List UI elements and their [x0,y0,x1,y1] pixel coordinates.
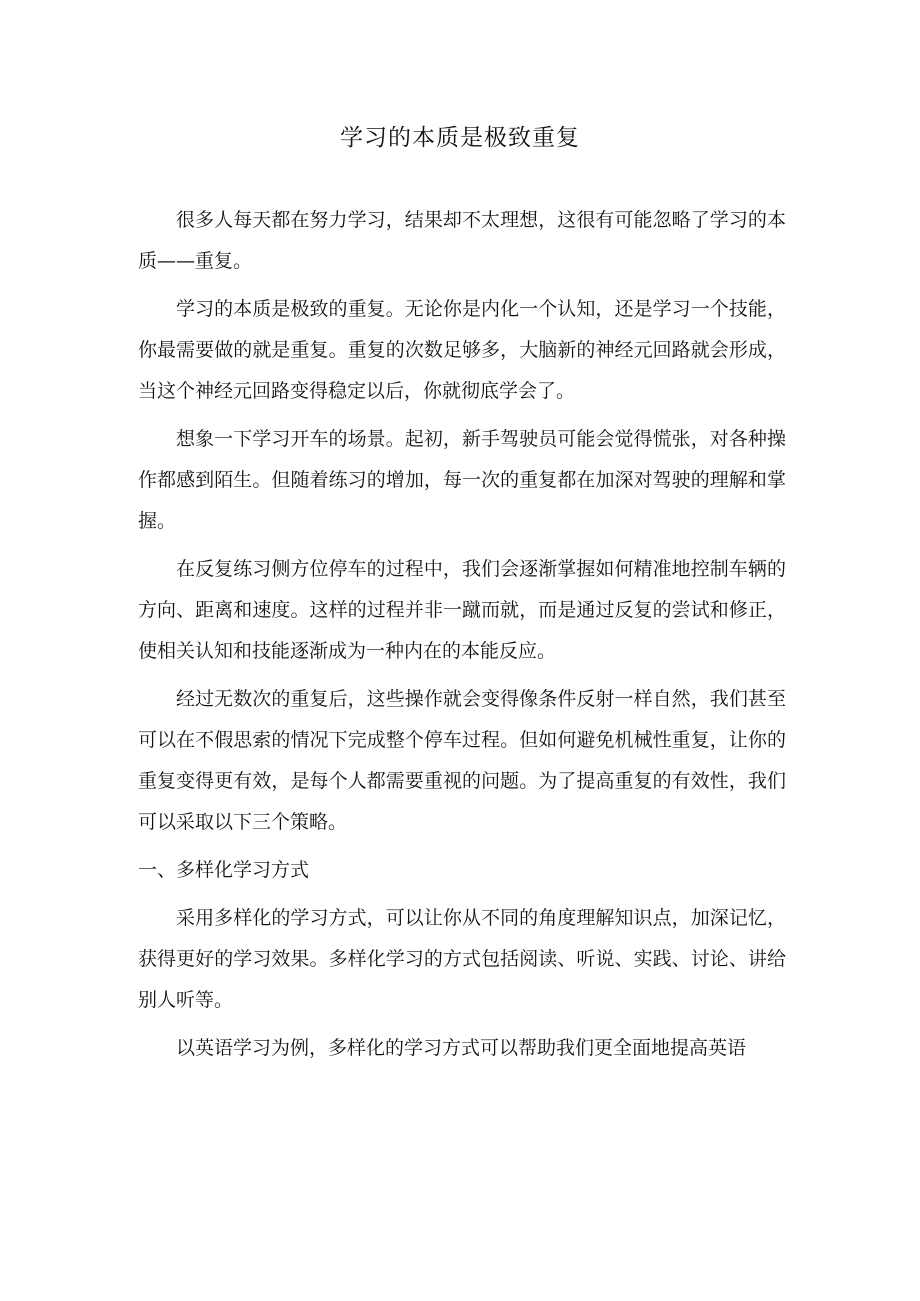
paragraph: 很多人每天都在努力学习，结果却不太理想，这很有可能忽略了学习的本质——重复。 [138,209,786,272]
paragraph: 采用多样化的学习方式，可以让你从不同的角度理解知识点，加深记忆，获得更好的学习效果。多样化学习的方式包括阅读、听说、实践、讨论、讲给别人听等。 [138,907,786,1011]
paragraph: 学习的本质是极致的重复。无论你是内化一个认知，还是学习一个技能，你最需要做的就是重复。重复的次数足够多，大脑新的神经元回路就会形成，当这个神经元回路变得稳定以后，你就彻底学会了。 [138,298,786,402]
paragraph: 经过无数次的重复后，这些操作就会变得像条件反射一样自然，我们甚至可以在不假思索的情况下完成整个停车过程。但如何避免机械性重复，让你的重复变得更有效，是每个人都需要重视的问题。为了提高重复的有效性，我们可以采取以下三个策略。 [138,688,786,833]
paragraph: 想象一下学习开车的场景。起初，新手驾驶员可能会觉得慌张，对各种操作都感到陌生。但随着练习的增加，每一次的重复都在加深对驾驶的理解和掌握。 [138,428,786,532]
paragraph: 以英语学习为例，多样化的学习方式可以帮助我们更全面地提高英语 [176,1037,747,1059]
document-body [138,200,786,1076]
paragraph: 在反复练习侧方位停车的过程中，我们会逐渐掌握如何精准地控制车辆的方向、距离和速度。这样的过程并非一蹴而就，而是通过反复的尝试和修正，使相关认知和技能逐渐成为一种内在的本能反应。 [138,558,786,662]
section-heading: 一、多样化学习方式 [138,859,310,881]
document-title: 学习的本质是极致重复 [340,125,580,151]
